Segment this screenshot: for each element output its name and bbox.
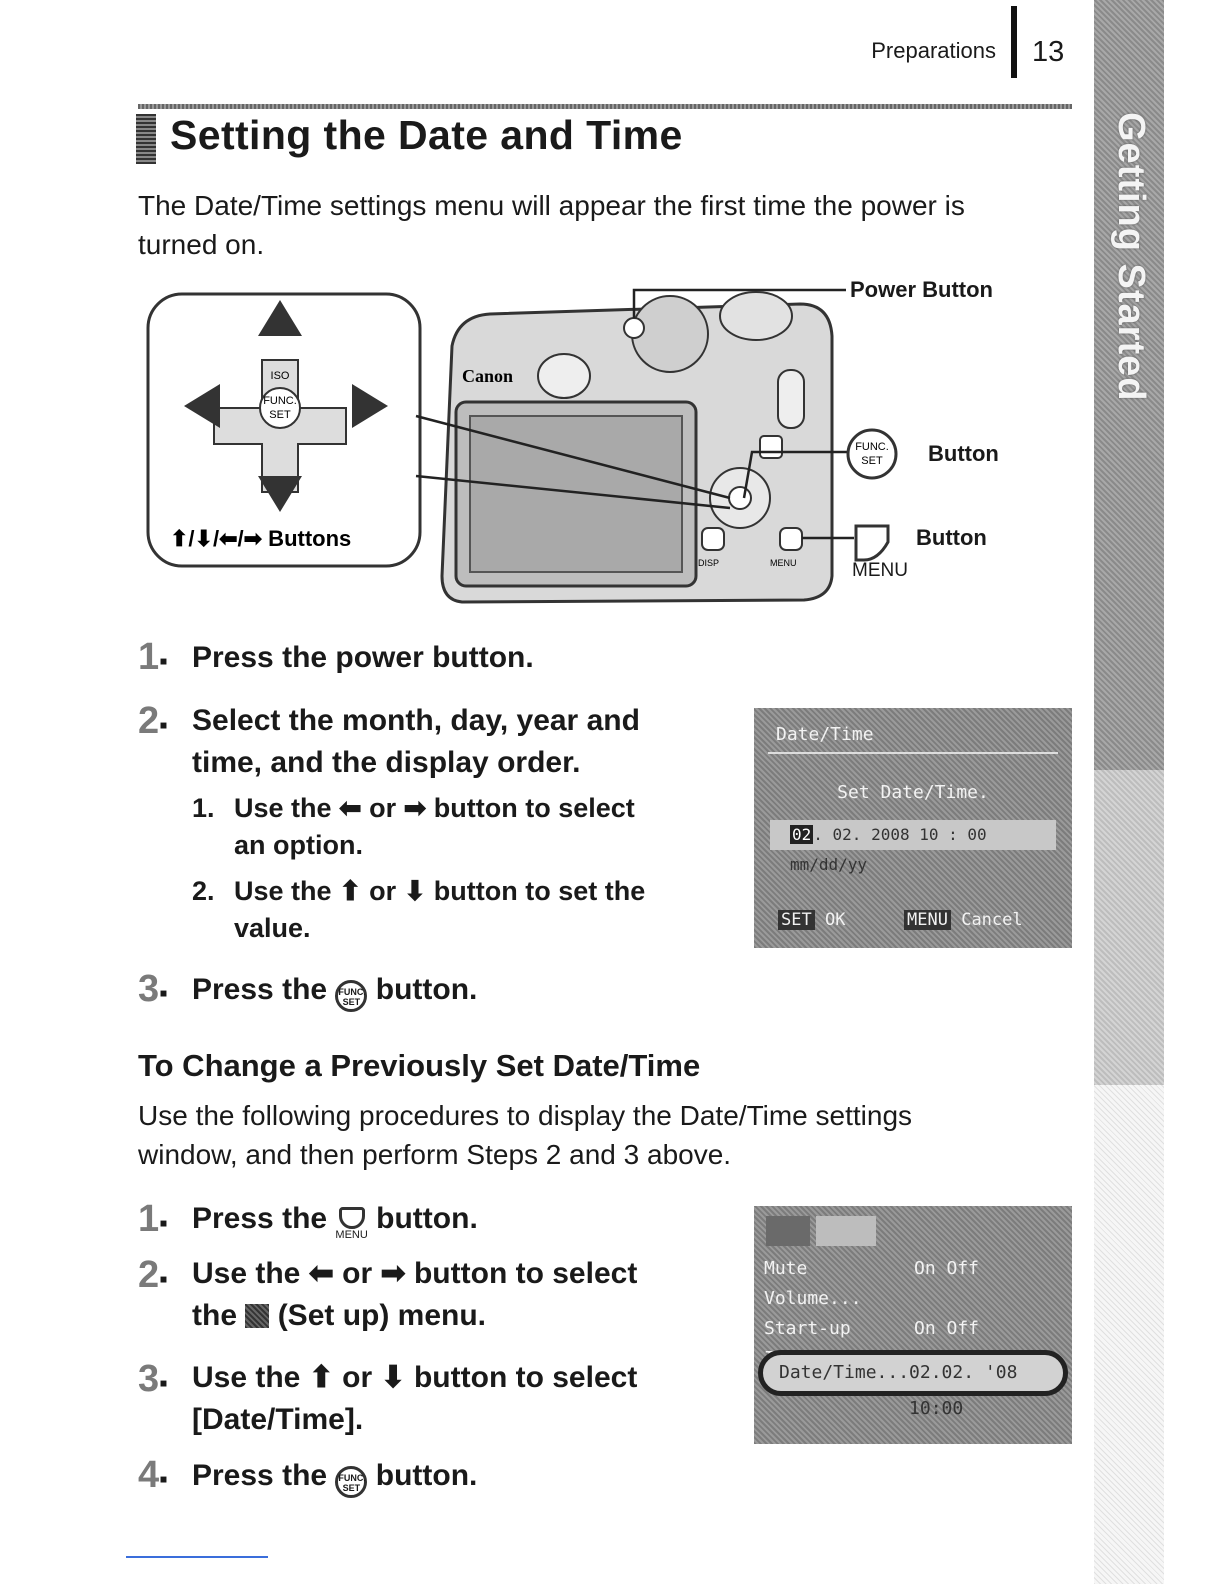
menu-callout-icon: [856, 526, 888, 560]
menu-row-volume: Volume...: [764, 1288, 862, 1309]
svg-text:FUNC.: FUNC.: [855, 441, 889, 453]
mode-switch: [778, 370, 804, 428]
menu-text: MENU: [852, 560, 908, 581]
step2-1-number: 1▪: [138, 1198, 168, 1240]
header-divider: [1011, 6, 1017, 78]
func-set-icon: FUNC. SET: [335, 1466, 367, 1498]
menu-button-label: Button: [916, 525, 987, 550]
disp-label: DISP: [698, 558, 720, 568]
brand-logo: Canon: [462, 366, 514, 386]
page-title: Setting the Date and Time: [170, 112, 683, 158]
footer-link-rule: [126, 1556, 268, 1558]
func-set-icon: [260, 388, 300, 428]
menu-row-date-time-selected: Date/Time... 02.02. '08 10:00: [758, 1350, 1068, 1396]
title-marker: [136, 114, 156, 164]
setup-tab-icon: [816, 1216, 876, 1246]
menu-button-icon: [780, 528, 802, 550]
cancel-hint: MENU Cancel: [904, 910, 1023, 930]
step-1-text: Press the power button.: [192, 641, 534, 674]
step-2-text: Select the month, day, year and time, and the display order.: [192, 704, 640, 779]
mode-dial: [632, 296, 708, 372]
setup-menu-icon: [245, 1304, 269, 1328]
date-value-field: 02 . 02. 2008 10 : 00 mm/dd/yy: [770, 820, 1056, 850]
menu-row-mute: Mute On Off: [764, 1258, 980, 1279]
svg-text:SET: SET: [269, 409, 291, 421]
step-2-number: 2▪: [138, 700, 168, 742]
step2-2-number: 2▪: [138, 1254, 168, 1296]
camera-body: [442, 292, 832, 602]
func-button-label: Button: [928, 441, 999, 466]
svg-text:SET: SET: [861, 455, 883, 467]
arrow-buttons-label: ⬆/⬇/⬅/➡ Buttons: [170, 526, 352, 551]
step2-1-text: Press the MENU button.: [192, 1202, 478, 1241]
step-3-text: Press the FUNC. SET button.: [192, 969, 477, 1012]
zoom-lever: [720, 292, 792, 340]
title-rule: [138, 104, 1072, 109]
substep-2: 2. Use the ⬆ or ⬇ button to set the value.: [192, 876, 646, 943]
screen-prompt: Set Date/Time.: [837, 782, 989, 803]
iso-label: ISO: [270, 370, 290, 382]
header-section: Preparations: [871, 38, 996, 63]
side-tab-label: Getting Started: [1110, 112, 1152, 402]
date-time-screen: [754, 708, 1072, 948]
section-intro: Use the following procedures to display the Date/Time settings window, and then perform Steps 2 and 3 above.: [138, 1100, 913, 1170]
step2-2-text: Use the ⬅ or ➡ button to select the (Set up) menu.: [192, 1257, 638, 1332]
power-button-icon: [624, 318, 644, 338]
step-3-number: 3▪: [138, 968, 168, 1010]
step2-4-text: Press the FUNC. SET button.: [192, 1455, 477, 1498]
power-button-label: Power Button: [850, 277, 993, 302]
func-set-icon: FUNC. SET: [335, 980, 367, 1012]
camera-tab-icon: [766, 1216, 810, 1246]
step2-3-number: 3▪: [138, 1358, 168, 1400]
page-number: 13: [1032, 36, 1065, 68]
side-tab-texture: [1094, 1085, 1164, 1584]
print-button-icon: [760, 436, 782, 458]
screen-title: Date/Time: [776, 724, 874, 745]
month-field: 02: [792, 825, 812, 844]
step2-4-number: 4▪: [138, 1454, 168, 1496]
step2-3-text: Use the ⬆ or ⬇ button to select [Date/Time].: [192, 1361, 638, 1436]
disp-button-icon: [702, 528, 724, 550]
setup-menu-screen: [754, 1206, 1072, 1444]
menu-icon: MENU: [335, 1207, 367, 1241]
substep-1: 1. Use the ⬅ or ➡ button to select an option.: [192, 793, 635, 860]
section-heading: To Change a Previously Set Date/Time: [138, 1048, 701, 1083]
svg-text:FUNC.: FUNC.: [263, 395, 297, 407]
func-set-callout-icon: [848, 430, 896, 478]
menu-row-startup: Start-up On Off: [764, 1318, 980, 1339]
ok-hint: SET OK: [778, 910, 845, 930]
viewfinder: [538, 354, 590, 398]
intro-text: The Date/Time settings menu will appear the first time the power is turned on.: [138, 190, 965, 260]
step-1-number: 1▪: [138, 636, 168, 678]
menu-small-label: MENU: [770, 558, 797, 568]
